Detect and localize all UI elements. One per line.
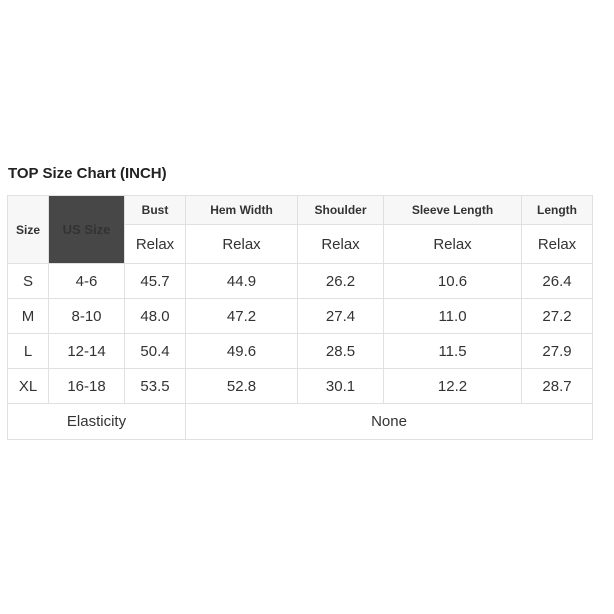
fit-cell-bust: Relax: [125, 225, 186, 264]
cell-hem-width: 52.8: [186, 369, 298, 404]
cell-sleeve-length: 11.0: [384, 299, 522, 334]
fit-cell-length: Relax: [522, 225, 593, 264]
cell-size: S: [8, 264, 49, 299]
table-row-xl: [8, 369, 593, 404]
cell-size: M: [8, 299, 49, 334]
cell-length: 26.4: [522, 264, 593, 299]
cell-bust: 48.0: [125, 299, 186, 334]
cell-bust: 45.7: [125, 264, 186, 299]
cell-shoulder: 27.4: [298, 299, 384, 334]
elasticity-value-cell: None: [186, 404, 593, 440]
cell-length: 27.9: [522, 334, 593, 369]
elasticity-label-cell: Elasticity: [8, 404, 186, 440]
cell-shoulder: 28.5: [298, 334, 384, 369]
cell-length: 27.2: [522, 299, 593, 334]
cell-us-size: 8-10: [49, 299, 125, 334]
column-header-sleeve-length: Sleeve Length: [384, 196, 522, 225]
size-chart-title: TOP Size Chart (INCH): [8, 165, 167, 182]
cell-size: XL: [8, 369, 49, 404]
column-header-shoulder: Shoulder: [298, 196, 384, 225]
cell-size: L: [8, 334, 49, 369]
cell-hem-width: 44.9: [186, 264, 298, 299]
cell-sleeve-length: 11.5: [384, 334, 522, 369]
cell-us-size: 12-14: [49, 334, 125, 369]
table-row-m: [8, 299, 593, 334]
column-header-hem-width: Hem Width: [186, 196, 298, 225]
elasticity-row: [8, 404, 593, 440]
cell-bust: 50.4: [125, 334, 186, 369]
cell-us-size: 4-6: [49, 264, 125, 299]
fit-cell-sleeve-length: Relax: [384, 225, 522, 264]
cell-hem-width: 49.6: [186, 334, 298, 369]
cell-sleeve-length: 12.2: [384, 369, 522, 404]
cell-us-size: 16-18: [49, 369, 125, 404]
cell-shoulder: 26.2: [298, 264, 384, 299]
cell-length: 28.7: [522, 369, 593, 404]
size-header-cell: Size: [8, 196, 49, 264]
table-row-s: [8, 264, 593, 299]
cell-bust: 53.5: [125, 369, 186, 404]
us-size-header-cell: US Size: [49, 196, 125, 264]
header-row: [8, 196, 593, 225]
cell-sleeve-length: 10.6: [384, 264, 522, 299]
column-header-length: Length: [522, 196, 593, 225]
fit-cell-shoulder: Relax: [298, 225, 384, 264]
size-chart-table: [7, 195, 593, 440]
fit-cell-hem-width: Relax: [186, 225, 298, 264]
table-row-l: [8, 334, 593, 369]
column-header-bust: Bust: [125, 196, 186, 225]
cell-shoulder: 30.1: [298, 369, 384, 404]
cell-hem-width: 47.2: [186, 299, 298, 334]
